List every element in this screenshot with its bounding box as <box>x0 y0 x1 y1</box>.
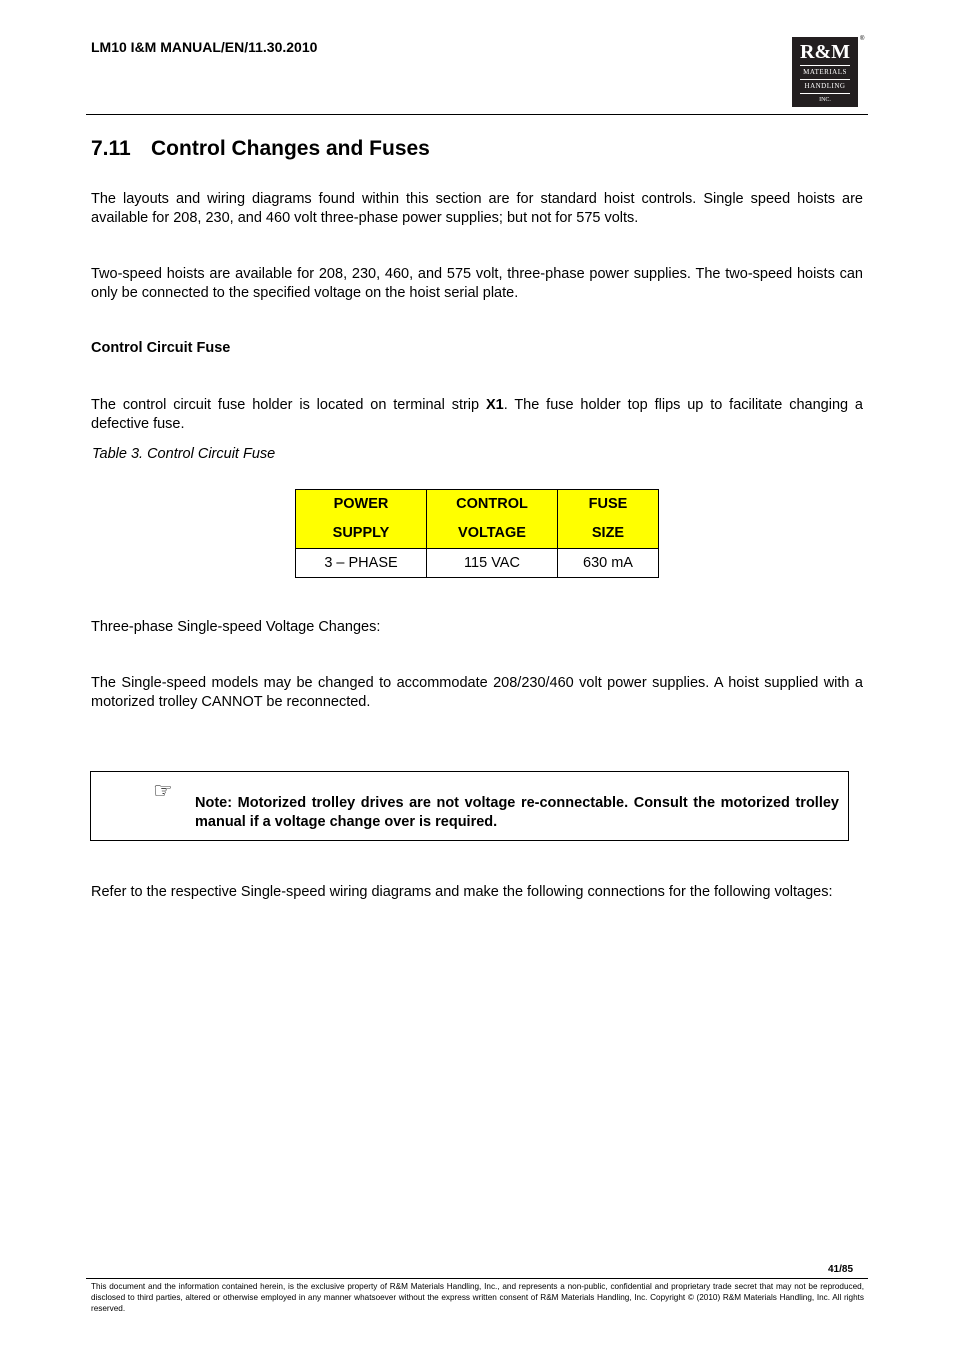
paragraph-fuse-holder <box>91 396 863 433</box>
table-header-row <box>296 490 659 549</box>
fuse-holder-text-2: . The fuse holder top flips up to facilitate changing a defective fuse. <box>91 397 863 432</box>
registered-mark: ® <box>860 36 865 42</box>
cell-power-supply: 3 – PHASE <box>296 549 427 578</box>
header-control-voltage: CONTROL VOLTAGE <box>427 490 558 549</box>
header-power-supply: POWER SUPPLY <box>296 490 427 549</box>
table-row <box>296 549 659 578</box>
terminal-strip-label: X1 <box>485 397 504 413</box>
logo-inc: INC. <box>819 97 831 103</box>
fuse-holder-text-1: The control circuit fuse holder is located on terminal strip <box>91 397 486 413</box>
section-number: 7.11 <box>91 137 131 160</box>
cell-fuse-size: 630 mA <box>558 549 659 578</box>
logo-materials: MATERIALS <box>803 68 847 76</box>
note-text: Note: Motorized trolley drives are not voltage re-connectable. Consult the motorized trolley manual if a voltage change over is required. <box>195 795 839 830</box>
footer-divider <box>86 1278 868 1279</box>
table-caption: Table 3. Control Circuit Fuse <box>92 446 276 462</box>
paragraph-two-speed: Two-speed hoists are available for 208, 230, 460, and 575 volt, three-phase power supplies. The two-speed hoists can only be connected to the specified voltage on the hoist serial plate. <box>91 266 863 301</box>
header-divider <box>86 114 868 115</box>
control-fuse-heading: Control Circuit Fuse <box>91 340 231 356</box>
footer-legal: This document and the information contained herein, is the exclusive property of R&M Materials Handling, Inc., and represents a non-public, confidential and proprietary trade secret that may not be reproduced, disclosed to third parties, altered or otherwise employed in any manner whatsoever without the express written consent of R&M Materials Handling, Inc. Copyright © (2010) R&M Materials Handling, Inc. All rights reserved. <box>91 1282 864 1313</box>
paragraph-wiring-reference: Refer to the respective Single-speed wiring diagrams and make the following connections for the following voltages: <box>91 884 833 900</box>
control-fuse-table <box>295 489 659 578</box>
paragraph-voltage-changes-heading: Three-phase Single-speed Voltage Changes: <box>91 619 381 635</box>
logo-mark: R&M <box>800 41 850 63</box>
document-id: LM10 I&M MANUAL/EN/11.30.2010 <box>91 39 318 55</box>
section-title: Control Changes and Fuses <box>151 137 430 160</box>
cell-control-voltage: 115 VAC <box>427 549 558 578</box>
paragraph-standard-controls: The layouts and wiring diagrams found within this section are for standard hoist controls. Single speed hoists are available for 208, 230, and 460 volt three-phase power supplies; but not for 575 volts. <box>91 191 863 226</box>
note-box <box>90 771 849 841</box>
paragraph-single-speed: The Single-speed models may be changed to accommodate 208/230/460 volt power supplies. A hoist supplied with a motorized trolley CANNOT be reconnected. <box>91 675 863 710</box>
logo-handling: HANDLING <box>804 82 846 90</box>
page-number: 41/85 <box>828 1264 854 1275</box>
header-fuse-size: FUSE SIZE <box>558 490 659 549</box>
company-logo <box>792 37 858 107</box>
section-heading <box>91 137 430 161</box>
pointing-hand-icon: ☞ <box>153 778 173 803</box>
